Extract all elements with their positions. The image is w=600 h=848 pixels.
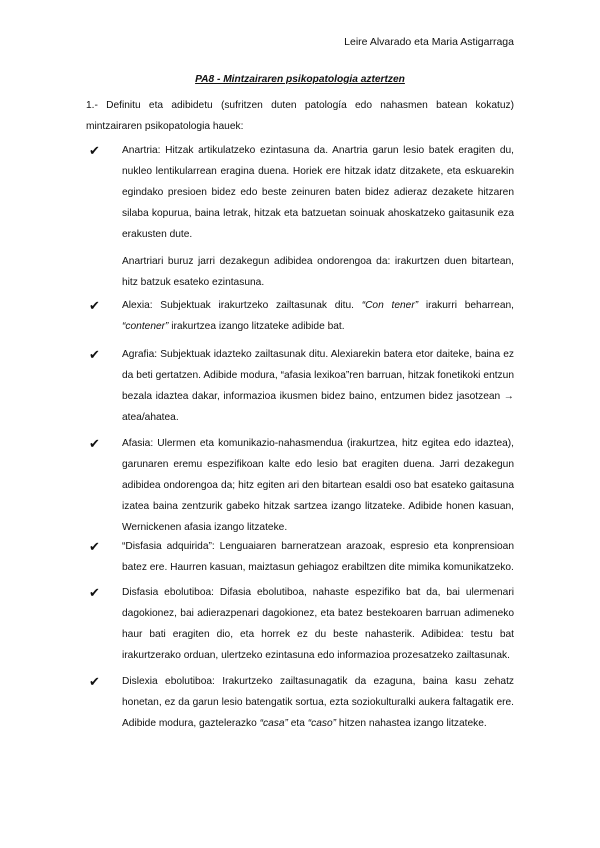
item-text: Afasia: Ulermen eta komunikazio-nahasmendua (irakurtzea, hitz egitea edo idaztea), garunaren eremu espezifikoan kalte edo lesio bat eragiten duena. Jarri dezakegun adibidea ondorengoa da; hitz egiten ari den bitartean esaldi oso bat esateko gaitasuna izatea baina zentzurik gabeko hitzak sartzea izango litzateke. Adibide honen kasuan, Wernickenen afasia izango litzateke. xyxy=(122,438,514,533)
list-item-dislexia-ebolutiboa xyxy=(86,671,514,734)
italic-example: “casa” xyxy=(259,718,288,729)
list-item-alexia xyxy=(86,295,514,337)
italic-example: “contener” xyxy=(122,321,169,332)
checkmark-icon: ✔ xyxy=(89,298,100,313)
list-item-disfasia-adquirida xyxy=(86,536,514,578)
item-example: Anartriari buruz jarri dezakegun adibidea ondorengoa da: irakurtzen duen bitartean, hitz batzuk esateko ezintasuna. xyxy=(122,256,514,288)
item-text xyxy=(122,671,514,734)
list-item-anartria xyxy=(86,140,514,293)
text-span: eta xyxy=(287,718,308,729)
italic-example: “caso” xyxy=(307,718,337,729)
checkmark-icon: ✔ xyxy=(89,539,100,554)
italic-example: “Con tener” xyxy=(361,300,419,311)
list-item-afasia xyxy=(86,433,514,538)
list-item-disfasia-ebolutiboa xyxy=(86,582,514,666)
text-span: Dislexia ebolutiboa: Irakurtzeko zailtasunagatik da ezaguna, baina kasu zehatz honetan, ez da garun lesio batengatik sortua, ezta soziokulturalki aukera faltagatik ere. Adibide modura, gaztelerazko xyxy=(122,676,514,729)
item-text: Agrafia: Subjektuak idazteko zailtasunak ditu. Alexiarekin batera etor daiteke, baina ez da beti gertatzen. Adibide modura, “afasia lexikoa”ren barruan, hitzak fonetikoki entzun bezala idaztea dakar, informazioa ikusmen bidez baino, entzumen bidez jasotzean → atea/ahatea. xyxy=(122,349,514,423)
text-span: irakurtzea izango litzateke adibide bat. xyxy=(168,321,345,332)
checkmark-icon: ✔ xyxy=(89,436,100,451)
document-title: PA8 - Mintzairaren psikopatologia aztertzen xyxy=(195,74,405,85)
item-text: Disfasia ebolutiboa: Difasia ebolutiboa, nahaste espezifiko bat da, bai ulermenari dagokionez, bai adierazpenari dagokionez, eta batez bestekoaren barruan adimeneko haur bati eragiten dio, eta horrek ez du beste nahasterik. Adibidea: testu bat irakurtzerako orduan, ulertzeko ezintasuna edo informazioa prozesatzeko zailtasunak. xyxy=(122,587,514,661)
text-span: hitzen nahastea izango litzateke. xyxy=(336,718,487,729)
item-text: Anartria: Hitzak artikulatzeko ezintasuna da. Anartria garun lesio batek eragiten du, nukleo lentikularrean eragina duena. Horiek ere hitzak idatz ditzakete, eta eskuarekin egindako presioen bidez edo beste zeinuren baten bidez adieraz dezakete hitzaren silaba kopurua, baina letrak, hitzak eta batzuetan soinuak ahoskatzeko gaitasunik eza erakusten dute. xyxy=(122,145,514,240)
header-author: Leire Alvarado eta Maria Astigarraga xyxy=(344,36,514,48)
checkmark-icon: ✔ xyxy=(89,674,100,689)
list-item-agrafia xyxy=(86,344,514,428)
text-span: irakurri beharrean, xyxy=(418,300,514,311)
checkmark-icon: ✔ xyxy=(89,585,100,600)
item-text: “Disfasia adquirida”: Lenguaiaren barneratzean arazoak, espresio eta konprensioan batez ere. Haurren kasuan, maiztasun gehiagoz erabiltzen dite mimika komunikatzeko. xyxy=(122,541,514,573)
question-text: 1.- Definitu eta adibidetu (sufritzen duten patología edo nahasmen batean kokatuz) mintzairaren psikopatologia hauek: xyxy=(86,100,514,132)
checkmark-icon: ✔ xyxy=(89,347,100,362)
text-span: Alexia: Subjektuak irakurtzeko zailtasunak ditu. xyxy=(122,300,362,311)
checkmark-icon: ✔ xyxy=(89,143,100,158)
item-text xyxy=(122,295,514,337)
